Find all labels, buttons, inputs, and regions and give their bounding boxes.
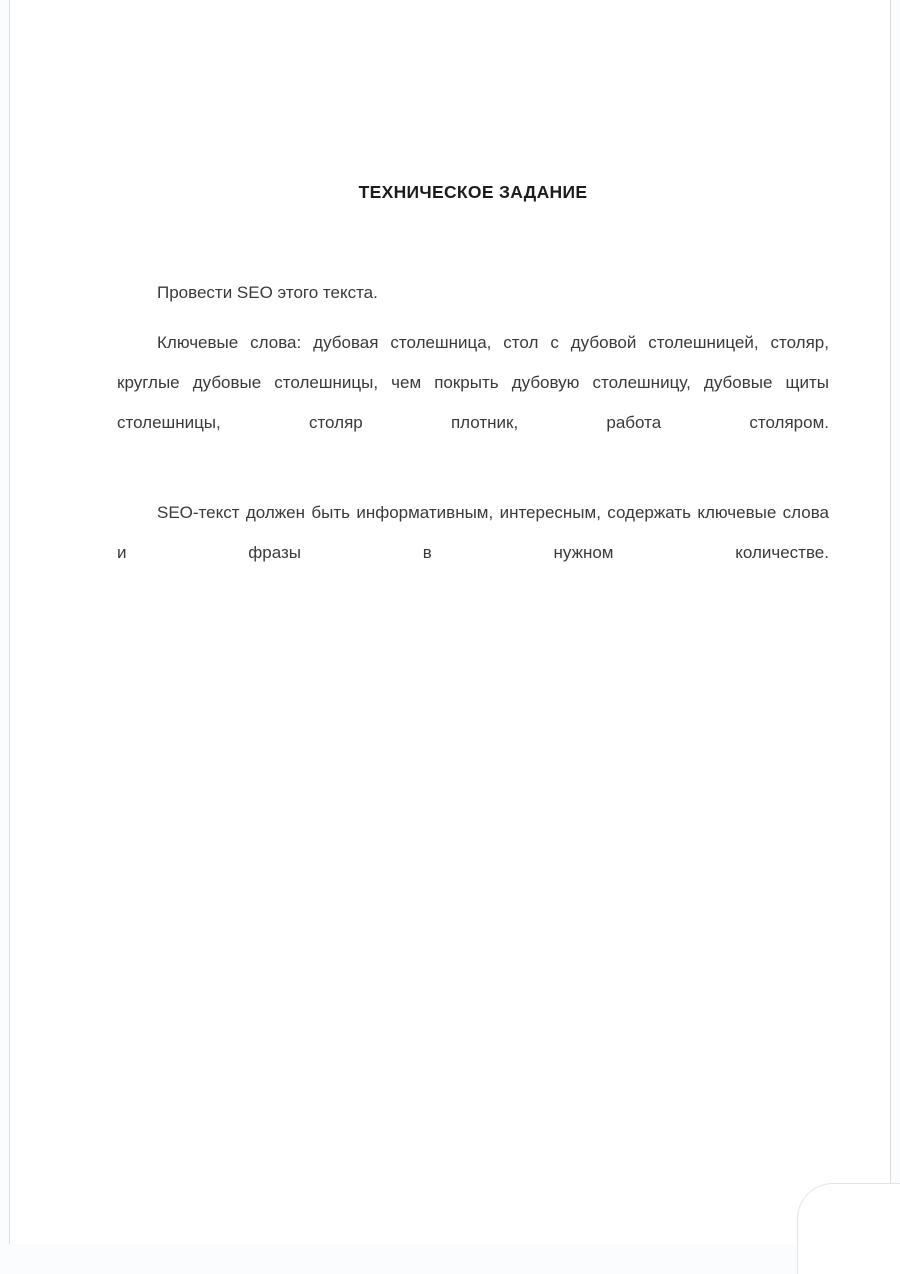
document-sheet (9, 0, 891, 1244)
paragraph-keywords: Ключевые слова: дубовая столешница, стол с дубовой столешницей, столяр, круглые дубовые столешницы, чем покрыть дубовую столешницу, дубовые щиты столешницы, столяр плотник, работа столяром. (117, 333, 829, 432)
document-title: ТЕХНИЧЕСКОЕ ЗАДАНИЕ (358, 182, 588, 202)
page-corner-fold (797, 1183, 900, 1274)
document-content (117, 0, 829, 613)
document-body (117, 273, 829, 613)
paragraph-task: Провести SEO этого текста. (157, 283, 378, 302)
paragraph-requirements: SEO-текст должен быть информативным, интересным, содержать ключевые слова и фразы в нужном количестве. (117, 503, 829, 562)
